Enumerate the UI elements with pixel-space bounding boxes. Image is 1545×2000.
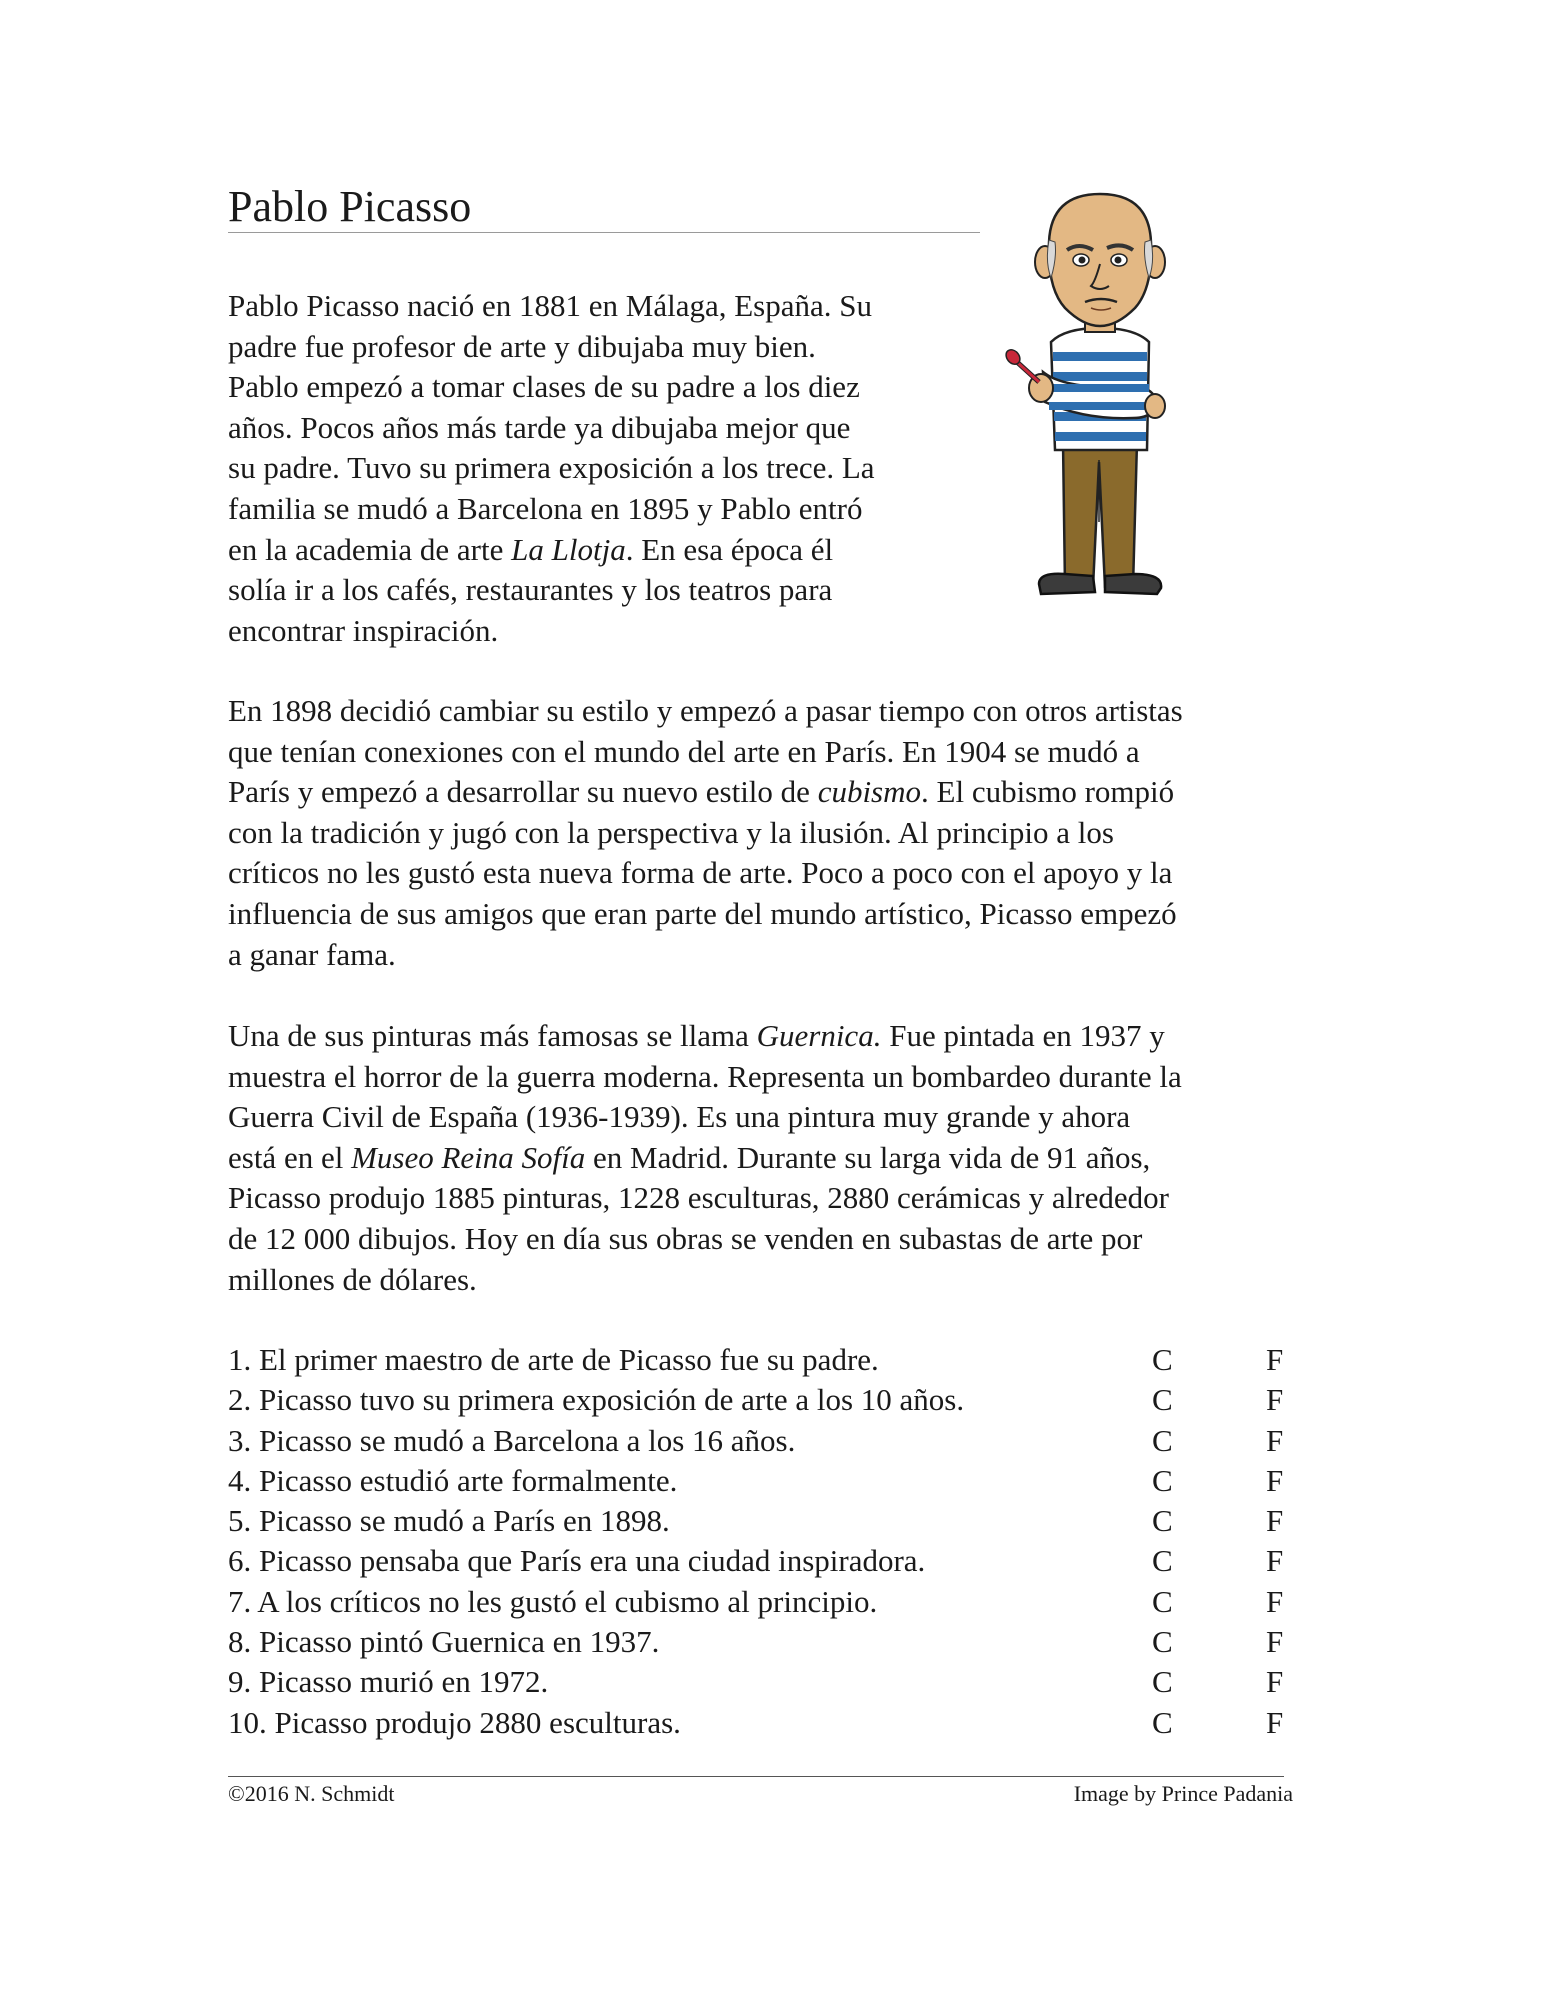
text-line: En 1898 decidió cambiar su estilo y empezó a pasar tiempo con otros artistas [228, 693, 1183, 728]
text-segment: Fue pintada en 1937 y [881, 1018, 1165, 1053]
text-line: muestra el horror de la guerra moderna. Representa un bombardeo durante la [228, 1058, 1182, 1094]
quiz-question-text: 6. Picasso pensaba que París era una ciudad inspiradora. [228, 1543, 926, 1579]
painting-title: Guernica. [756, 1018, 882, 1053]
image-credit: Image by Prince Padania [1073, 1781, 1293, 1806]
quiz-question-text: 9. Picasso murió en 1972. [228, 1664, 549, 1700]
text-line: a ganar fama. [228, 936, 396, 972]
quiz-question-row [228, 1582, 1338, 1622]
text-line: familia se mudó a Barcelona en 1895 y Pablo entró [228, 490, 863, 526]
answer-true-option[interactable]: C [1152, 1422, 1173, 1458]
text-line: millones de dólares. [228, 1261, 477, 1297]
text-line [228, 530, 988, 571]
quiz-question-text: 3. Picasso se mudó a Barcelona a los 16 años. [228, 1422, 796, 1458]
text-line: encontrar inspiración. [228, 612, 499, 648]
answer-false-option[interactable]: F [1266, 1503, 1284, 1539]
quiz-question-text: 2. Picasso tuvo su primera exposición de arte a los 10 años. [228, 1382, 965, 1418]
answer-false-option[interactable]: F [1266, 1342, 1284, 1377]
answer-true-option[interactable]: C [1152, 1624, 1173, 1660]
museum-name: Museo Reina Sofía [351, 1139, 586, 1175]
quiz-question-text: 10. Picasso produjo 2880 esculturas. [228, 1704, 681, 1740]
quiz-question-row [228, 1703, 1338, 1743]
text-line: Guerra Civil de España (1936-1939). Es una pintura muy grande y ahora [228, 1099, 1131, 1135]
text-line: Pablo Picasso nació en 1881 en Málaga, España. Su [228, 288, 872, 323]
text-line [228, 1016, 1348, 1057]
answer-false-option[interactable]: F [1266, 1543, 1284, 1579]
quiz-question-row [228, 1461, 1338, 1501]
answer-true-option[interactable]: C [1152, 1664, 1173, 1700]
answer-false-option[interactable]: F [1266, 1704, 1284, 1740]
cubism-paragraph [228, 691, 1348, 975]
copyright-notice: ©2016 N. Schmidt [228, 1781, 395, 1806]
quiz-question-row [228, 1421, 1338, 1461]
text-segment: . En esa época él [625, 531, 834, 567]
quiz-question-text: 8. Picasso pintó Guernica en 1937. [228, 1624, 660, 1660]
text-line: influencia de sus amigos que eran parte del mundo artístico, Picasso empezó [228, 895, 1177, 931]
answer-false-option[interactable]: F [1266, 1624, 1284, 1660]
text-line: años. Pocos años más tarde ya dibujaba mejor que [228, 409, 851, 445]
footer-divider [228, 1776, 1284, 1777]
quiz-question-row [228, 1501, 1338, 1541]
text-segment: está en el [228, 1139, 352, 1175]
quiz-question-text: 5. Picasso se mudó a París en 1898. [228, 1503, 670, 1539]
answer-true-option[interactable]: C [1152, 1503, 1173, 1539]
quiz-question-text: 7. A los críticos no les gustó el cubismo al principio. [228, 1583, 878, 1619]
quiz-question-text: 4. Picasso estudió arte formalmente. [228, 1462, 678, 1498]
answer-true-option[interactable]: C [1152, 1462, 1173, 1498]
text-segment: Una de sus pinturas más famosas se llama [228, 1018, 757, 1053]
answer-false-option[interactable]: F [1266, 1382, 1284, 1418]
text-line [228, 1138, 1348, 1179]
text-line [228, 772, 1348, 813]
text-line: padre fue profesor de arte y dibujaba muy bien. [228, 328, 816, 364]
text-segment: en Madrid. Durante su larga vida de 91 años, [585, 1139, 1151, 1175]
quiz-question-row [228, 1541, 1338, 1581]
text-line: su padre. Tuvo su primera exposición a los trece. La [228, 450, 875, 486]
answer-false-option[interactable]: F [1266, 1422, 1284, 1458]
text-line: críticos no les gustó esta nueva forma de arte. Poco a poco con el apoyo y la [228, 855, 1173, 891]
text-line: solía ir a los cafés, restaurantes y los teatros para [228, 572, 833, 608]
answer-true-option[interactable]: C [1152, 1342, 1173, 1377]
quiz-question-row [228, 1622, 1338, 1662]
quiz-question-row [228, 1340, 1338, 1380]
answer-true-option[interactable]: C [1152, 1704, 1173, 1740]
intro-paragraph [228, 286, 988, 651]
text-segment: París y empezó a desarrollar su nuevo estilo de [228, 774, 818, 810]
picasso-cartoon-illustration [1005, 192, 1195, 612]
title-divider [228, 232, 980, 233]
answer-true-option[interactable]: C [1152, 1543, 1173, 1579]
cubism-term: cubismo [817, 774, 922, 810]
answer-false-option[interactable]: F [1266, 1664, 1284, 1700]
quiz-question-row [228, 1380, 1338, 1420]
text-line: Picasso produjo 1885 pinturas, 1228 esculturas, 2880 cerámicas y alrededor [228, 1180, 1169, 1216]
text-line: de 12 000 dibujos. Hoy en día sus obras se venden en subastas de arte por [228, 1220, 1143, 1256]
answer-false-option[interactable]: F [1266, 1583, 1284, 1619]
answer-true-option[interactable]: C [1152, 1382, 1173, 1418]
text-line: con la tradición y jugó con la perspectiva y la ilusión. Al principio a los [228, 814, 1114, 850]
quiz-question-row [228, 1662, 1338, 1702]
text-segment: en la academia de arte [228, 531, 512, 567]
answer-true-option[interactable]: C [1152, 1583, 1173, 1619]
quiz-question-text: 1. El primer maestro de arte de Picasso fue su padre. [228, 1342, 879, 1377]
text-segment: . El cubismo rompió [921, 774, 1175, 810]
text-line: Pablo empezó a tomar clases de su padre a los diez [228, 369, 860, 405]
true-false-quiz [228, 1340, 1338, 1743]
page-title: Pablo Picasso [228, 182, 472, 231]
answer-false-option[interactable]: F [1266, 1462, 1284, 1498]
text-line: que tenían conexiones con el mundo del arte en París. En 1904 se mudó a [228, 733, 1140, 769]
guernica-paragraph [228, 1016, 1348, 1300]
academy-name: La Llotja [511, 531, 626, 567]
